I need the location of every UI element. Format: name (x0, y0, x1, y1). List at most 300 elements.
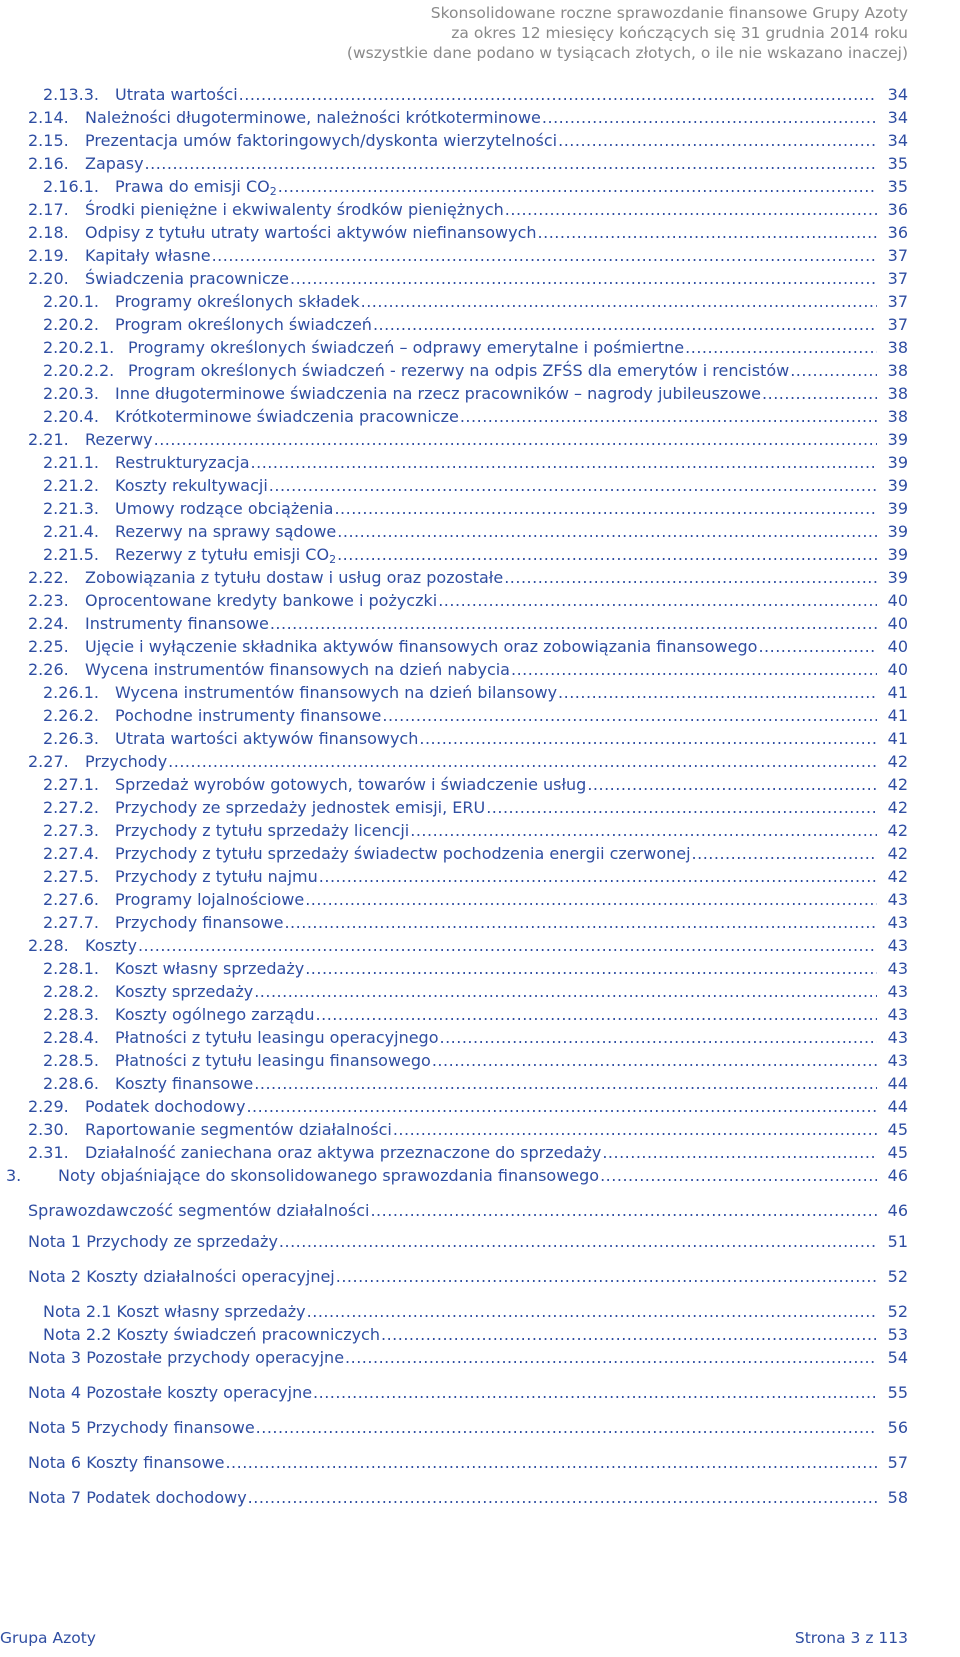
toc-entry-page: 35 (887, 154, 908, 173)
toc-entry-title-text: Przychody (85, 752, 168, 771)
toc-entry-number: 2.26.1. (43, 683, 99, 702)
toc-entry-title (85, 222, 537, 244)
toc-entry-title-text: Koszty ogólnego zarządu (115, 1005, 315, 1024)
toc-entry[interactable] (28, 1096, 908, 1118)
toc-entry[interactable] (43, 1324, 908, 1346)
toc-entry-number: 2.21.3. (43, 499, 99, 518)
toc-entry-title (115, 383, 761, 405)
toc-entry-page: 43 (887, 1028, 908, 1047)
toc-entry-title (85, 268, 289, 290)
toc-entry-page: 39 (887, 522, 908, 541)
toc-entry-page: 34 (887, 131, 908, 150)
toc-entry-title (115, 544, 336, 566)
toc-entry-title-text: Pochodne instrumenty finansowe (115, 706, 382, 725)
toc-entry-page: 43 (887, 890, 908, 909)
toc-entry-page: 42 (887, 798, 908, 817)
toc-entry-title-text: Przychody ze sprzedaży jednostek emisji, ERU (115, 798, 486, 817)
toc-entry-title (115, 1050, 431, 1072)
toc-entry-number: 2.28.4. (43, 1028, 99, 1047)
toc-entry-page: 57 (887, 1453, 908, 1472)
toc-entry-page: 41 (887, 729, 908, 748)
toc-leader-dots (762, 383, 877, 405)
toc-leader-dots (345, 1347, 877, 1369)
toc-entry-number: 2.27.6. (43, 890, 99, 909)
toc-entry-title (28, 1452, 224, 1474)
toc-entry-subscript: 2 (329, 553, 337, 566)
toc-entry-title-text: Koszty (85, 936, 137, 955)
toc-entry-title (115, 820, 409, 842)
toc-entry-title-text: Odpisy z tytułu utraty wartości aktywów niefinansowych (85, 223, 537, 242)
toc-entry-title-text: Noty objaśniające do skonsolidowanego sprawozdania finansowego (58, 1166, 600, 1185)
toc-entry[interactable] (43, 774, 908, 796)
toc-entry[interactable] (43, 1027, 908, 1049)
toc-entry-title-text: Raportowanie segmentów działalności (85, 1120, 392, 1139)
toc-entry-title-text: Nota 5 Przychody finansowe (28, 1418, 255, 1437)
toc-entry[interactable] (6, 1165, 908, 1187)
toc-entry-page: 42 (887, 752, 908, 771)
toc-entry-title-text: Nota 2.1 Koszt własny sprzedaży (43, 1302, 306, 1321)
toc-entry[interactable] (43, 797, 908, 819)
toc-entry-page: 43 (887, 1051, 908, 1070)
toc-leader-dots (511, 659, 877, 681)
toc-entry-title-text: Inne długoterminowe świadczenia na rzecz pracowników – nagrody jubileuszowe (115, 384, 762, 403)
toc-entry[interactable] (28, 268, 908, 290)
toc-entry-title (115, 843, 691, 865)
toc-entry-page: 37 (887, 315, 908, 334)
toc-entry-page: 36 (887, 223, 908, 242)
toc-entry-title (85, 659, 510, 681)
toc-entry-page: 40 (887, 660, 908, 679)
toc-leader-dots (138, 935, 877, 957)
toc-entry[interactable] (28, 1347, 908, 1369)
toc-entry-page: 43 (887, 959, 908, 978)
toc-entry-page: 40 (887, 591, 908, 610)
toc-entry-title-text: Prawa do emisji CO (115, 177, 270, 196)
toc-entry-page: 51 (887, 1232, 908, 1251)
toc-entry[interactable] (43, 521, 908, 543)
toc-entry-title (85, 751, 167, 773)
toc-entry-page: 39 (887, 568, 908, 587)
toc-entry-page: 56 (887, 1418, 908, 1437)
toc-entry-title (85, 636, 757, 658)
toc-entry-title (28, 1417, 255, 1439)
toc-entry-number: 2.21. (28, 430, 69, 449)
toc-entry-title (115, 1004, 315, 1026)
toc-entry[interactable] (28, 1382, 908, 1404)
toc-entry-page: 46 (887, 1166, 908, 1185)
toc-entry-page: 34 (887, 85, 908, 104)
toc-entry[interactable] (28, 1119, 908, 1141)
toc-entry-number: 2.20.2. (43, 315, 99, 334)
toc-leader-dots (542, 107, 877, 129)
toc-entry-number: 2.22. (28, 568, 69, 587)
toc-entry-title-text: Przychody finansowe (115, 913, 284, 932)
toc-entry-title-text: Środki pieniężne i ekwiwalenty środków pieniężnych (85, 200, 504, 219)
toc-entry-page: 43 (887, 913, 908, 932)
toc-entry-number: 2.20. (28, 269, 69, 288)
toc-entry[interactable] (43, 866, 908, 888)
toc-entry-number: 2.27.5. (43, 867, 99, 886)
toc-leader-dots (254, 981, 877, 1003)
toc-entry-number: 2.26. (28, 660, 69, 679)
toc-entry-title-text: Świadczenia pracownicze (85, 269, 289, 288)
toc-entry-title (115, 889, 304, 911)
toc-leader-dots (319, 866, 877, 888)
toc-entry-page: 42 (887, 867, 908, 886)
toc-entry-number: 2.21.4. (43, 522, 99, 541)
toc-leader-dots (154, 429, 877, 451)
toc-entry-title (115, 958, 304, 980)
toc-entry-page: 38 (887, 384, 908, 403)
toc-leader-dots (558, 130, 877, 152)
toc-entry-page: 38 (887, 407, 908, 426)
toc-entry-number: 2.25. (28, 637, 69, 656)
toc-entry-number: 2.14. (28, 108, 69, 127)
toc-entry[interactable] (28, 199, 908, 221)
toc-leader-dots (334, 498, 877, 520)
toc-entry-number: 2.28.5. (43, 1051, 99, 1070)
toc-entry[interactable] (43, 1004, 908, 1026)
toc-leader-dots (758, 636, 877, 658)
toc-leader-dots (168, 751, 877, 773)
toc-entry-title (85, 130, 557, 152)
toc-entry[interactable] (43, 820, 908, 842)
toc-entry-title (115, 1073, 253, 1095)
toc-entry[interactable] (28, 130, 908, 152)
toc-entry-title-text: Oprocentowane kredyty bankowe i pożyczki (85, 591, 438, 610)
toc-entry-page: 58 (887, 1488, 908, 1507)
toc-entry-page: 43 (887, 936, 908, 955)
toc-entry-title (28, 1382, 312, 1404)
toc-entry-title (43, 1301, 306, 1323)
toc-entry-title-text: Zobowiązania z tytułu dostaw i usług oraz pozostałe (85, 568, 504, 587)
toc-leader-dots (248, 1487, 877, 1509)
toc-entry-title-text: Płatności z tytułu leasingu finansowego (115, 1051, 431, 1070)
toc-entry[interactable] (43, 544, 908, 566)
toc-entry-number: 2.16. (28, 154, 69, 173)
toc-entry-title (115, 728, 418, 750)
toc-leader-dots (504, 567, 877, 589)
toc-entry-title (128, 360, 789, 382)
toc-entry[interactable] (28, 153, 908, 175)
toc-entry-title (115, 291, 360, 313)
toc-entry-number: 2.16.1. (43, 177, 99, 196)
toc-entry[interactable] (43, 889, 908, 911)
toc-entry[interactable] (43, 452, 908, 474)
toc-entry[interactable] (28, 1417, 908, 1439)
toc-entry-number: 2.27.2. (43, 798, 99, 817)
toc-leader-dots (486, 797, 877, 819)
toc-entry-title-text: Przychody z tytułu sprzedaży świadectw pochodzenia energii czerwonej (115, 844, 691, 863)
toc-entry-page: 38 (887, 361, 908, 380)
toc-entry-title-text: Instrumenty finansowe (85, 614, 269, 633)
toc-entry-title-text: Program określonych świadczeń - rezerwy na odpis ZFŚS dla emerytów i rencistów (128, 361, 790, 380)
toc-entry[interactable] (43, 383, 908, 405)
toc-leader-dots (538, 222, 877, 244)
toc-entry[interactable] (28, 659, 908, 681)
toc-entry-title-text: Wycena instrumentów finansowych na dzień nabycia (85, 660, 510, 679)
toc-leader-dots (587, 774, 877, 796)
toc-entry-title-text: Podatek dochodowy (85, 1097, 246, 1116)
toc-entry-page: 41 (887, 706, 908, 725)
toc-entry-title-text: Kapitały własne (85, 246, 211, 265)
toc-entry-title (28, 1231, 278, 1253)
toc-entry-title-text: Nota 1 Przychody ze sprzedaży (28, 1232, 278, 1251)
toc-entry[interactable] (43, 498, 908, 520)
toc-leader-dots (440, 1027, 878, 1049)
toc-entry[interactable] (43, 912, 908, 934)
toc-entry-title (115, 498, 333, 520)
toc-entry-page: 52 (887, 1302, 908, 1321)
header-title: Skonsolidowane roczne sprawozdanie finansowe Grupy Azoty (430, 4, 908, 22)
toc-leader-dots (254, 1073, 877, 1095)
toc-entry-page: 52 (887, 1267, 908, 1286)
toc-entry-page: 34 (887, 108, 908, 127)
toc-entry-page: 38 (887, 338, 908, 357)
toc-leader-dots (270, 613, 877, 635)
toc-entry[interactable] (43, 981, 908, 1003)
toc-entry-title (115, 774, 586, 796)
toc-leader-dots (419, 728, 877, 750)
toc-entry-title (115, 452, 250, 474)
toc-entry[interactable] (43, 958, 908, 980)
toc-entry[interactable] (43, 1073, 908, 1095)
toc-entry-number: 2.28.1. (43, 959, 99, 978)
toc-entry-page: 37 (887, 292, 908, 311)
toc-entry-number: 2.28.2. (43, 982, 99, 1001)
toc-entry-number: 2.30. (28, 1120, 69, 1139)
toc-entry[interactable] (43, 291, 908, 313)
toc-leader-dots (284, 912, 877, 934)
toc-entry-number: 2.20.2.1. (43, 338, 115, 357)
toc-leader-dots (256, 1417, 877, 1439)
toc-entry-title-text: Płatności z tytułu leasingu operacyjnego (115, 1028, 439, 1047)
toc-entry-page: 55 (887, 1383, 908, 1402)
toc-entry[interactable] (28, 935, 908, 957)
toc-entry-number: 2.27.3. (43, 821, 99, 840)
header-note: (wszystkie dane podano w tysiącach złotych, o ile nie wskazano inaczej) (346, 44, 908, 62)
toc-entry-title-text: Programy określonych świadczeń – odprawy emerytalne i pośmiertne (128, 338, 685, 357)
toc-entry-number: 2.17. (28, 200, 69, 219)
toc-entry[interactable] (28, 567, 908, 589)
toc-entry-page: 41 (887, 683, 908, 702)
toc-leader-dots (692, 843, 877, 865)
toc-leader-dots (212, 245, 877, 267)
toc-leader-dots (225, 1452, 877, 1474)
toc-entry[interactable] (28, 1266, 908, 1288)
toc-leader-dots (558, 682, 877, 704)
toc-entry-subscript: 2 (269, 185, 277, 198)
toc-leader-dots (337, 544, 877, 566)
toc-entry-title-text: Koszty rekultywacji (115, 476, 268, 495)
toc-leader-dots (410, 820, 877, 842)
toc-entry-title (28, 1487, 247, 1509)
toc-entry-number: 2.27. (28, 752, 69, 771)
toc-entry-title-text: Nota 3 Pozostałe przychody operacyjne (28, 1348, 345, 1367)
toc-leader-dots (685, 337, 877, 359)
toc-entry-title (85, 199, 504, 221)
toc-leader-dots (278, 176, 877, 198)
toc-entry-title (115, 406, 459, 428)
toc-entry-title-text: Rezerwy (85, 430, 153, 449)
toc-entry-title (85, 1096, 245, 1118)
toc-entry[interactable] (28, 613, 908, 635)
toc-entry[interactable] (28, 1142, 908, 1164)
toc-entry[interactable] (28, 590, 908, 612)
toc-entry-page: 39 (887, 453, 908, 472)
toc-entry-page: 42 (887, 821, 908, 840)
toc-entry[interactable] (28, 636, 908, 658)
toc-leader-dots (279, 1231, 877, 1253)
toc-entry-page: 35 (887, 177, 908, 196)
toc-entry[interactable] (28, 245, 908, 267)
toc-entry-title (115, 521, 336, 543)
toc-entry-title-text: Rezerwy z tytułu emisji CO (115, 545, 330, 564)
footer-company: Grupa Azoty (0, 1629, 96, 1647)
toc-entry-page: 43 (887, 1005, 908, 1024)
toc-leader-dots (251, 452, 877, 474)
toc-entry[interactable] (28, 107, 908, 129)
toc-entry-number: 3. (6, 1166, 22, 1185)
toc-entry-page: 39 (887, 476, 908, 495)
toc-entry[interactable] (28, 1200, 908, 1222)
toc-entry-number: 2.15. (28, 131, 69, 150)
toc-entry-title-text: Koszt własny sprzedaży (115, 959, 305, 978)
toc-entry-page: 36 (887, 200, 908, 219)
toc-leader-dots (373, 314, 877, 336)
toc-leader-dots (393, 1119, 877, 1141)
toc-entry-title (85, 613, 269, 635)
toc-entry-title-text: Krótkoterminowe świadczenia pracownicze (115, 407, 459, 426)
toc-leader-dots (600, 1165, 877, 1187)
toc-entry-title (115, 682, 557, 704)
toc-leader-dots (145, 153, 877, 175)
toc-entry-number: 2.20.4. (43, 407, 99, 426)
toc-entry[interactable] (43, 406, 908, 428)
toc-leader-dots (239, 84, 877, 106)
toc-entry-title-text: Prezentacja umów faktoringowych/dyskonta wierzytelności (85, 131, 558, 150)
toc-entry[interactable] (43, 314, 908, 336)
toc-entry-title-text: Przychody z tytułu najmu (115, 867, 318, 886)
toc-entry[interactable] (43, 337, 908, 359)
toc-entry-number: 2.28.6. (43, 1074, 99, 1093)
toc-entry[interactable] (43, 705, 908, 727)
toc-entry-number: 2.26.3. (43, 729, 99, 748)
toc-entry-number: 2.21.1. (43, 453, 99, 472)
toc-entry-title (28, 1266, 335, 1288)
toc-entry-title-text: Wycena instrumentów finansowych na dzień bilansowy (115, 683, 558, 702)
toc-entry-title (115, 475, 268, 497)
toc-entry-title (85, 107, 541, 129)
toc-entry[interactable] (28, 751, 908, 773)
toc-leader-dots (313, 1382, 877, 1404)
toc-entry-title (85, 245, 211, 267)
toc-entry-page: 37 (887, 269, 908, 288)
toc-entry[interactable] (28, 429, 908, 451)
toc-entry-title-text: Utrata wartości aktywów finansowych (115, 729, 419, 748)
toc-entry-title-text: Zapasy (85, 154, 144, 173)
toc-entry-page: 40 (887, 637, 908, 656)
toc-entry-title-text: Nota 7 Podatek dochodowy (28, 1488, 247, 1507)
toc-entry-title (115, 912, 283, 934)
toc-entry-page: 54 (887, 1348, 908, 1367)
toc-leader-dots (361, 291, 877, 313)
toc-leader-dots (438, 590, 877, 612)
toc-leader-dots (305, 889, 877, 911)
toc-entry[interactable] (43, 84, 908, 106)
toc-leader-dots (381, 1324, 877, 1346)
toc-entry-number: 2.28. (28, 936, 69, 955)
header-period: za okres 12 miesięcy kończących się 31 grudnia 2014 roku (451, 24, 908, 42)
toc-entry-title-text: Sprawozdawczość segmentów działalności (28, 1201, 370, 1220)
toc-leader-dots (336, 1266, 877, 1288)
toc-entry[interactable] (43, 360, 908, 382)
toc-entry-page: 37 (887, 246, 908, 265)
toc-entry[interactable] (28, 222, 908, 244)
toc-entry-title-text: Umowy rodzące obciążenia (115, 499, 334, 518)
toc-entry-title (128, 337, 684, 359)
toc-entry-title (115, 1027, 439, 1049)
toc-leader-dots (290, 268, 877, 290)
toc-entry-number: 2.20.3. (43, 384, 99, 403)
toc-entry-title-text: Programy określonych składek (115, 292, 360, 311)
toc-entry[interactable] (43, 475, 908, 497)
toc-entry-title (58, 1165, 599, 1187)
toc-entry[interactable] (43, 176, 908, 198)
toc-leader-dots (316, 1004, 877, 1026)
toc-leader-dots (460, 406, 877, 428)
toc-entry-page: 53 (887, 1325, 908, 1344)
toc-entry[interactable] (43, 728, 908, 750)
toc-entry[interactable] (28, 1487, 908, 1509)
toc-entry[interactable] (43, 682, 908, 704)
toc-entry-number: 2.20.2.2. (43, 361, 115, 380)
toc-entry-title (43, 1324, 380, 1346)
toc-entry-title (85, 935, 137, 957)
toc-leader-dots (337, 521, 877, 543)
toc-entry-title (85, 567, 503, 589)
toc-entry-title-text: Restrukturyzacja (115, 453, 250, 472)
toc-entry-title (115, 84, 238, 106)
toc-entry-title-text: Działalność zaniechana oraz aktywa przeznaczone do sprzedaży (85, 1143, 602, 1162)
toc-entry[interactable] (28, 1231, 908, 1253)
toc-entry-title (115, 981, 253, 1003)
toc-entry-title-text: Rezerwy na sprawy sądowe (115, 522, 337, 541)
toc-entry[interactable] (43, 1301, 908, 1323)
toc-entry-number: 2.27.4. (43, 844, 99, 863)
toc-entry-title (85, 1119, 392, 1141)
toc-entry-page: 39 (887, 545, 908, 564)
toc-entry-number: 2.26.2. (43, 706, 99, 725)
toc-entry-number: 2.21.2. (43, 476, 99, 495)
toc-entry-title-text: Utrata wartości (115, 85, 238, 104)
toc-entry-page: 45 (887, 1143, 908, 1162)
toc-entry[interactable] (43, 843, 908, 865)
toc-entry-title (85, 153, 144, 175)
toc-entry[interactable] (43, 1050, 908, 1072)
toc-entry-title-text: Programy lojalnościowe (115, 890, 305, 909)
toc-entry[interactable] (28, 1452, 908, 1474)
toc-entry-title-text: Program określonych świadczeń (115, 315, 372, 334)
toc-leader-dots (505, 199, 877, 221)
toc-entry-title (115, 797, 485, 819)
toc-entry-title (115, 705, 381, 727)
toc-entry-number: 2.29. (28, 1097, 69, 1116)
footer-page-number: Strona 3 z 113 (794, 1629, 908, 1647)
toc-leader-dots (246, 1096, 877, 1118)
toc-leader-dots (790, 360, 877, 382)
toc-leader-dots (382, 705, 877, 727)
